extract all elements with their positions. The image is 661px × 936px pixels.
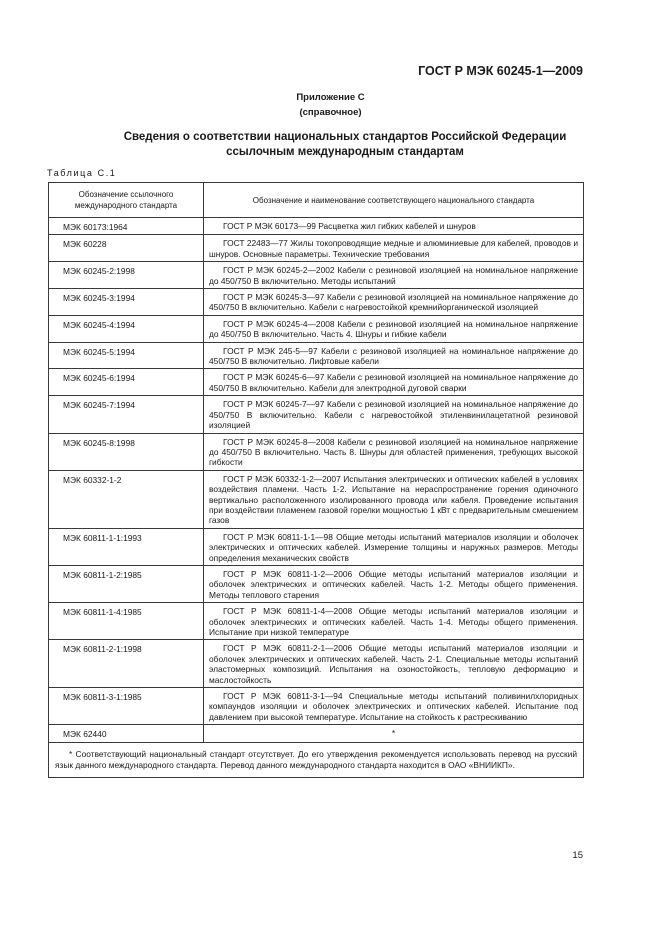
nat-cell	[204, 289, 584, 316]
nat-text: ГОСТ Р МЭК 60811-1-4—2008 Общие методы испытаний материалов изоляции и оболочек электрических и оптических кабелей. Часть 1-4. Методы общего применения. Испытание при низкой температуре	[209, 606, 578, 637]
ref-cell: МЭК 60173:1964	[49, 218, 204, 235]
nat-cell	[204, 369, 584, 396]
nat-text: ГОСТ Р МЭК 60245-6—97 Кабели с резиновой изоляцией на номинальное напряжение до 450/750 В включительно. Кабели для электродной дуговой сварки	[209, 372, 578, 393]
table-row	[49, 235, 584, 262]
ref-cell: МЭК 60245-2:1998	[49, 262, 204, 289]
annex-title: Приложение С	[296, 92, 365, 103]
table-row	[49, 342, 584, 369]
nat-cell	[204, 433, 584, 470]
nat-text: ГОСТ Р МЭК 60332-1-2—2007 Испытания электрических и оптических кабелей в условиях воздействия пламени. Часть 1-2. Испытание на нераспространение горения одиночного вертикально расположенного изолированного провода или кабеля. Проведение испытания при воздействии пламенем газовой горелки мощностью 1 кВт с предварительным смешением газов	[209, 473, 578, 526]
ref-cell: МЭК 60811-1-2:1985	[49, 565, 204, 602]
nat-text: ГОСТ Р МЭК 60245-8—2008 Кабели с резиновой изоляцией на номинальное напряжение до 450/750 В включительно. Часть 8. Шнуры для областей применения, требующих высокой гибкости	[209, 436, 578, 468]
table-row	[49, 369, 584, 396]
table-row	[49, 396, 584, 433]
table-row	[49, 470, 584, 528]
table-row	[49, 289, 584, 316]
table-row	[49, 725, 584, 742]
nat-cell	[204, 262, 584, 289]
table-row	[49, 640, 584, 688]
ref-cell: МЭК 60811-3-1:1985	[49, 688, 204, 725]
nat-text: ГОСТ 22483—77 Жилы токопроводящие медные и алюминиевые для кабелей, проводов и шнуров. Основные параметры. Технические требования	[209, 238, 578, 259]
nat-cell	[204, 688, 584, 725]
nat-text: ГОСТ Р МЭК 245-5—97 Кабели с резиновой изоляцией на номинальное напряжение до 450/750 В включительно. Лифтовые кабели	[209, 345, 578, 367]
nat-cell	[204, 603, 584, 640]
table-label: Таблица С.1	[47, 168, 117, 178]
nat-cell	[204, 396, 584, 433]
nat-cell	[204, 218, 584, 235]
nat-cell	[204, 342, 584, 369]
ref-cell: МЭК 60245-4:1994	[49, 315, 204, 342]
table-row	[49, 603, 584, 640]
ref-cell: МЭК 60811-2-1:1998	[49, 640, 204, 688]
nat-cell	[204, 235, 584, 262]
ref-cell: МЭК 60228	[49, 235, 204, 262]
page-number: 15	[572, 850, 583, 861]
nat-cell	[204, 315, 584, 342]
col-header-national: Обозначение и наименование соответствующего национального стандарта	[204, 183, 584, 218]
nat-text: ГОСТ Р МЭК 60245-2—2002 Кабели с резиновой изоляцией на номинальное напряжение до 450/750 В включительно. Методы испытаний	[209, 265, 578, 286]
nat-cell	[204, 470, 584, 528]
nat-text: ГОСТ Р МЭК 60811-1-2—2006 Общие методы испытаний материалов изоляции и оболочек электрических и оптических кабелей. Часть 1-2. Методы общего применения. Методы теплового старения	[209, 568, 578, 600]
nat-cell-absent: *	[204, 725, 584, 742]
section-heading: Сведения о соответствии национальных стандартов Российской Федерации ссылочным международным стандартам	[123, 131, 567, 158]
col-header-international: Обозначение ссылочного международного стандарта	[49, 183, 204, 218]
document-code: ГОСТ Р МЭК 60245-1—2009	[418, 64, 583, 78]
nat-text: ГОСТ Р МЭК 60811-1-1—98 Общие методы испытаний материалов изоляции и оболочек электрических и оптических кабелей. Измерение толщины и наружных размеров. Методы определения механических свойств	[209, 531, 578, 563]
ref-cell: МЭК 60811-1-4:1985	[49, 603, 204, 640]
nat-text: ГОСТ Р МЭК 60245-4—2008 Кабели с резиновой изоляцией на номинальное напряжение до 450/750 В включительно. Часть 4. Шнуры и гибкие кабели	[209, 318, 578, 340]
table-row	[49, 433, 584, 470]
nat-cell	[204, 528, 584, 565]
table-row	[49, 218, 584, 235]
table-row	[49, 528, 584, 565]
ref-cell: МЭК 60245-5:1994	[49, 342, 204, 369]
ref-cell: МЭК 60245-8:1998	[49, 433, 204, 470]
table-row	[49, 565, 584, 602]
table-header-row	[49, 183, 584, 218]
nat-cell	[204, 565, 584, 602]
ref-cell: МЭК 60332-1-2	[49, 470, 204, 528]
nat-text: ГОСТ Р МЭК 60811-2-1—2006 Общие методы испытаний материалов изоляции и оболочек электрических и оптических кабелей. Часть 2-1. Специальные методы испытаний эластомерных композиций. Испытания на озоностойкость, тепловую деформацию и маслостойкость	[209, 643, 578, 685]
nat-text: ГОСТ Р МЭК 60245-7—97 Кабели с резиновой изоляцией на номинальное напряжение до 450/750 В включительно. Кабели с нагревостойкой этиленвинилацетатной резиновой изоляцией	[209, 399, 578, 431]
ref-cell: МЭК 62440	[49, 725, 204, 742]
ref-cell: МЭК 60245-7:1994	[49, 396, 204, 433]
table-row	[49, 315, 584, 342]
table-footnote-row	[49, 742, 584, 777]
table-row	[49, 262, 584, 289]
nat-text: ГОСТ Р МЭК 60173—99 Расцветка жил гибких кабелей и шнуров	[223, 221, 476, 231]
table-row	[49, 688, 584, 725]
correspondence-table	[48, 182, 584, 778]
ref-cell: МЭК 60811-1-1:1993	[49, 528, 204, 565]
table-footnote: * Соответствующий национальный стандарт отсутствует. До его утверждения рекомендуется использовать перевод на русский язык данного международного стандарта. Перевод данного международного стандарта находится в ОАО «ВНИИКП».	[55, 748, 577, 770]
nat-cell	[204, 640, 584, 688]
table-footnote-cell	[49, 742, 584, 777]
nat-text: ГОСТ Р МЭК 60811-3-1—94 Специальные методы испытаний поливинилхлоридных компаундов изоляции и оболочек электрических и оптических кабелей. Испытание под давлением при высокой температуре. Испытание на стойкость к растрескиванию	[209, 691, 578, 722]
ref-cell: МЭК 60245-3:1994	[49, 289, 204, 316]
ref-cell: МЭК 60245-6:1994	[49, 369, 204, 396]
annex-subtitle: (справочное)	[299, 107, 362, 118]
nat-text: ГОСТ Р МЭК 60245-3—97 Кабели с резиновой изоляцией на номинальное напряжение до 450/750 В включительно. Кабели с нагревостойкой кремнийорганической изоляцией	[209, 292, 578, 313]
